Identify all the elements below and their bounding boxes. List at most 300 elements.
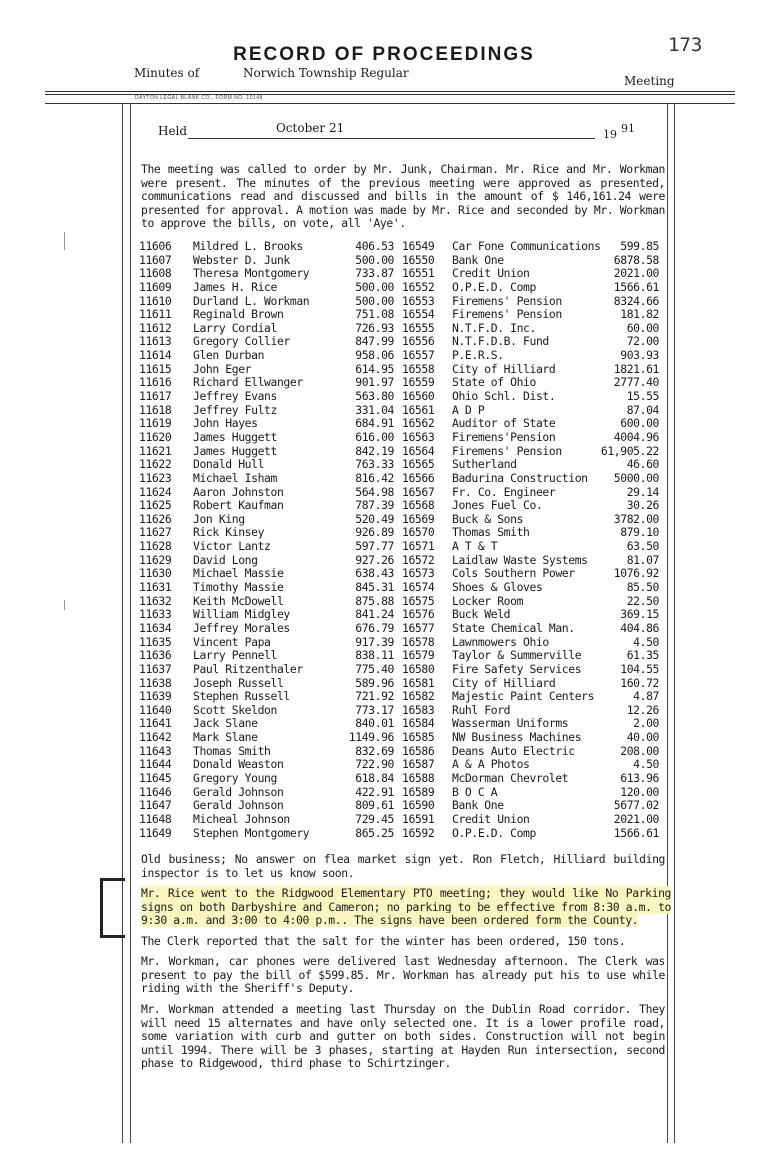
right-amount: 30.26 xyxy=(626,498,659,513)
right-payee: McDorman Chevrolet xyxy=(452,770,569,785)
left-check-number: 11613 xyxy=(139,334,172,349)
left-amount: 841.24 xyxy=(355,607,394,622)
left-payee: Gerald Johnson xyxy=(193,798,284,813)
right-payee: Car Fone Communications xyxy=(452,239,601,253)
right-amount: 72.00 xyxy=(626,334,659,349)
right-payee: State of Ohio xyxy=(452,375,536,390)
right-payee: Buck & Sons xyxy=(452,511,524,526)
bill-row xyxy=(139,254,659,268)
left-check-number: 11647 xyxy=(139,798,172,813)
left-payee: Vincent Papa xyxy=(193,634,271,649)
left-payee: John Eger xyxy=(193,361,252,376)
left-check-number: 11608 xyxy=(139,266,172,281)
left-check-number: 11641 xyxy=(139,716,172,731)
left-payee: James Huggett xyxy=(193,443,277,458)
right-payee: Cols Southern Power xyxy=(452,566,575,581)
right-check-number: 16558 xyxy=(402,361,435,376)
left-amount: 901.97 xyxy=(355,375,394,390)
left-check-number: 11642 xyxy=(139,730,172,745)
left-check-number: 11639 xyxy=(139,689,172,704)
left-amount: 618.84 xyxy=(355,770,394,785)
left-check-number: 11628 xyxy=(139,539,172,554)
left-check-number: 11607 xyxy=(139,252,172,267)
right-check-number: 16571 xyxy=(402,539,435,554)
right-check-number: 16557 xyxy=(402,348,435,363)
bill-row xyxy=(139,704,659,718)
left-payee: James Huggett xyxy=(193,429,277,444)
right-check-number: 16552 xyxy=(402,279,435,294)
left-amount: 638.43 xyxy=(355,566,394,581)
left-amount: 773.17 xyxy=(355,702,394,717)
left-payee: Donald Weaston xyxy=(193,757,284,772)
bill-row xyxy=(139,567,659,581)
right-amount: 5000.00 xyxy=(613,470,659,485)
left-amount: 564.98 xyxy=(355,484,394,499)
left-amount: 840.01 xyxy=(355,716,394,731)
bill-row xyxy=(139,295,659,309)
left-check-number: 11630 xyxy=(139,566,172,581)
right-payee: City of Hilliard xyxy=(452,675,556,690)
right-payee: P.E.R.S. xyxy=(452,348,504,363)
bill-row xyxy=(139,322,659,336)
bill-row xyxy=(139,240,659,254)
right-check-number: 16588 xyxy=(402,770,435,785)
right-payee: Firemens' Pension xyxy=(452,443,562,458)
right-check-number: 16573 xyxy=(402,566,435,581)
right-amount: 6878.58 xyxy=(613,252,659,267)
right-amount: 2021.00 xyxy=(613,266,659,281)
right-payee: Sutherland xyxy=(452,457,517,472)
right-check-number: 16570 xyxy=(402,525,435,540)
left-check-number: 11626 xyxy=(139,511,172,526)
left-amount: 832.69 xyxy=(355,743,394,758)
bill-row xyxy=(139,472,659,486)
right-check-number: 16551 xyxy=(402,266,435,281)
right-check-number: 16578 xyxy=(402,634,435,649)
left-payee: Jack Slane xyxy=(193,716,258,731)
right-margin-line-outer xyxy=(674,103,675,1143)
left-check-number: 11635 xyxy=(139,634,172,649)
left-payee: Mark Slane xyxy=(193,730,258,745)
right-check-number: 16565 xyxy=(402,457,435,472)
right-check-number: 16553 xyxy=(402,293,435,308)
left-check-number: 11649 xyxy=(139,825,172,840)
right-amount: 61.35 xyxy=(626,648,659,663)
left-check-number: 11621 xyxy=(139,443,172,458)
left-amount: 865.25 xyxy=(355,825,394,840)
left-amount: 775.40 xyxy=(355,661,394,676)
bill-row xyxy=(139,636,659,650)
left-payee: Gregory Young xyxy=(193,770,277,785)
bill-row xyxy=(139,363,659,377)
left-amount: 563.80 xyxy=(355,389,394,404)
left-payee: Gerald Johnson xyxy=(193,784,284,799)
bill-row xyxy=(139,404,659,418)
right-payee: Fire Safety Services xyxy=(452,661,582,676)
left-check-number: 11623 xyxy=(139,470,172,485)
right-check-number: 16592 xyxy=(402,825,435,840)
right-check-number: 16580 xyxy=(402,661,435,676)
right-amount: 5677.02 xyxy=(613,798,659,813)
left-check-number: 11644 xyxy=(139,757,172,772)
left-payee: Paul Ritzenthaler xyxy=(193,661,303,676)
left-check-number: 11618 xyxy=(139,402,172,417)
right-payee: Credit Union xyxy=(452,811,530,826)
right-check-number: 16577 xyxy=(402,620,435,635)
left-payee: Timothy Massie xyxy=(193,580,284,595)
held-underline xyxy=(188,138,595,139)
left-payee: Stephen Russell xyxy=(193,689,290,704)
right-check-number: 16582 xyxy=(402,689,435,704)
right-payee: Taylor & Summerville xyxy=(452,648,582,663)
right-payee: Laidlaw Waste Systems xyxy=(452,552,588,567)
page-title: RECORD OF PROCEEDINGS xyxy=(233,44,535,65)
left-payee: Stephen Montgomery xyxy=(193,825,310,840)
bill-row xyxy=(139,663,659,677)
bill-row xyxy=(139,499,659,513)
year-suffix: 91 xyxy=(621,122,635,135)
right-check-number: 16554 xyxy=(402,307,435,322)
right-check-number: 16572 xyxy=(402,552,435,567)
left-check-number: 11611 xyxy=(139,307,172,322)
right-amount: 104.55 xyxy=(620,661,659,676)
pto-note-paragraph xyxy=(141,887,671,928)
bill-row xyxy=(139,349,659,363)
left-payee: Jeffrey Evans xyxy=(193,389,277,404)
right-amount: 4004.96 xyxy=(613,429,659,444)
right-amount: 879.10 xyxy=(620,525,659,540)
bill-row xyxy=(139,431,659,445)
right-amount: 63.50 xyxy=(626,539,659,554)
dublin-road-paragraph: Mr. Workman attended a meeting last Thursday on the Dublin Road corridor. They will need 15 alternates and have only selected one. It is a lower profile road, some variation with curb and gutter on both sides. Construction will not begin until 1994. There will be 3 phases, starting at Hayden Run intersection, second phase to Ridgewood, third phase to Schirtzinger. xyxy=(141,1002,665,1071)
right-payee: Wasserman Uniforms xyxy=(452,716,569,731)
right-payee: Lawnmowers Ohio xyxy=(452,634,549,649)
bill-row xyxy=(139,677,659,691)
right-payee: N.T.F.D.B. Fund xyxy=(452,334,549,349)
right-check-number: 16561 xyxy=(402,402,435,417)
right-payee: Bank One xyxy=(452,798,504,813)
left-amount: 331.04 xyxy=(355,402,394,417)
right-check-number: 16581 xyxy=(402,675,435,690)
right-amount: 4.50 xyxy=(633,757,659,772)
left-check-number: 11627 xyxy=(139,525,172,540)
left-payee: Mildred L. Brooks xyxy=(193,239,303,253)
right-check-number: 16566 xyxy=(402,470,435,485)
margin-tick xyxy=(64,232,65,250)
right-amount: 85.50 xyxy=(626,580,659,595)
right-payee: Deans Auto Electric xyxy=(452,743,575,758)
bill-row xyxy=(139,786,659,800)
right-check-number: 16569 xyxy=(402,511,435,526)
left-check-number: 11606 xyxy=(139,239,172,253)
held-date: October 21 xyxy=(276,121,345,135)
left-amount: 809.61 xyxy=(355,798,394,813)
left-check-number: 11622 xyxy=(139,457,172,472)
left-amount: 927.26 xyxy=(355,552,394,567)
bill-row xyxy=(139,335,659,349)
right-amount: 599.85 xyxy=(620,239,659,253)
left-check-number: 11615 xyxy=(139,361,172,376)
left-check-number: 11646 xyxy=(139,784,172,799)
right-amount: 61,905.22 xyxy=(600,443,659,458)
right-payee: A D P xyxy=(452,402,485,417)
left-payee: Thomas Smith xyxy=(193,743,271,758)
bill-row xyxy=(139,745,659,759)
bill-row xyxy=(139,772,659,786)
right-check-number: 16564 xyxy=(402,443,435,458)
right-check-number: 16576 xyxy=(402,607,435,622)
bill-row xyxy=(139,458,659,472)
right-amount: 29.14 xyxy=(626,484,659,499)
salt-note-paragraph: The Clerk reported that the salt for the winter has been ordered, 150 tons. xyxy=(141,934,626,948)
car-phones-paragraph: Mr. Workman, car phones were delivered last Wednesday afternoon. The Clerk was present to pay the bill of $599.85. Mr. Workman has already put his to use while riding with the Sheriff's Deputy. xyxy=(141,954,665,996)
right-amount: 40.00 xyxy=(626,730,659,745)
left-amount: 616.00 xyxy=(355,429,394,444)
left-payee: David Long xyxy=(193,552,258,567)
left-margin-line xyxy=(122,103,123,1143)
left-amount: 684.91 xyxy=(355,416,394,431)
left-check-number: 11636 xyxy=(139,648,172,663)
right-amount: 4.50 xyxy=(633,634,659,649)
bill-row xyxy=(139,758,659,772)
bill-row xyxy=(139,281,659,295)
right-payee: Firemens'Pension xyxy=(452,429,556,444)
left-amount: 733.87 xyxy=(355,266,394,281)
left-check-number: 11624 xyxy=(139,484,172,499)
left-check-number: 11638 xyxy=(139,675,172,690)
right-check-number: 16584 xyxy=(402,716,435,731)
right-amount: 87.04 xyxy=(626,402,659,417)
right-payee: Firemens' Pension xyxy=(452,307,562,322)
right-check-number: 16568 xyxy=(402,498,435,513)
margin-bracket-mark xyxy=(100,878,125,938)
right-check-number: 16585 xyxy=(402,730,435,745)
right-payee: Bank One xyxy=(452,252,504,267)
bill-row xyxy=(139,417,659,431)
bill-row xyxy=(139,622,659,636)
left-payee: Micheal Johnson xyxy=(193,811,290,826)
bill-row xyxy=(139,390,659,404)
bill-row xyxy=(139,608,659,622)
right-amount: 600.00 xyxy=(620,416,659,431)
right-payee: Firemens' Pension xyxy=(452,293,562,308)
intro-paragraph: The meeting was called to order by Mr. Junk, Chairman. Mr. Rice and Mr. Workman were present. The minutes of the previous meeting were approved as presented, communications read and discussed and bills in the amount of $ 146,161.24 were presented for approval. A motion was made by Mr. Rice and seconded by Mr. Workman to approve the bills, on vote, all 'Aye'. xyxy=(141,162,665,231)
pto-note-highlight: Mr. Rice went to the Ridgwood Elementary PTO meeting; they would like No Parking signs on both Darbyshire and Cameron; no parking to be effective from 8:30 a.m. to 9:30 a.m. and 3:00 to 4:00 p.m.. The signs have been ordered form the County. xyxy=(141,886,671,928)
right-amount: 404.86 xyxy=(620,620,659,635)
left-payee: Larry Cordial xyxy=(193,320,277,335)
right-amount: 1821.61 xyxy=(613,361,659,376)
right-amount: 160.72 xyxy=(620,675,659,690)
left-payee: Richard Ellwanger xyxy=(193,375,303,390)
year-prefix: 19 xyxy=(603,128,617,141)
right-check-number: 16556 xyxy=(402,334,435,349)
left-amount: 958.06 xyxy=(355,348,394,363)
left-payee: Donald Hull xyxy=(193,457,265,472)
left-amount: 875.88 xyxy=(355,593,394,608)
left-amount: 500.00 xyxy=(355,293,394,308)
left-check-number: 11634 xyxy=(139,620,172,635)
right-amount: 369.15 xyxy=(620,607,659,622)
left-payee: Robert Kaufman xyxy=(193,498,284,513)
right-payee: City of Hilliard xyxy=(452,361,556,376)
right-amount: 181.82 xyxy=(620,307,659,322)
left-check-number: 11620 xyxy=(139,429,172,444)
right-amount: 1566.61 xyxy=(613,825,659,840)
left-margin-line-inner xyxy=(130,103,131,1143)
right-payee: A & A Photos xyxy=(452,757,530,772)
left-check-number: 11617 xyxy=(139,389,172,404)
body-name: Norwich Township Regular xyxy=(243,66,409,80)
bill-row xyxy=(139,513,659,527)
right-amount: 613.96 xyxy=(620,770,659,785)
left-payee: Reginald Brown xyxy=(193,307,284,322)
right-amount: 46.60 xyxy=(626,457,659,472)
left-payee: Jeffrey Morales xyxy=(193,620,290,635)
left-amount: 406.53 xyxy=(355,239,394,253)
bill-row xyxy=(139,308,659,322)
right-payee: NW Business Machines xyxy=(452,730,582,745)
left-payee: Victor Lantz xyxy=(193,539,271,554)
bill-row xyxy=(139,445,659,459)
right-check-number: 16562 xyxy=(402,416,435,431)
right-amount: 2.00 xyxy=(633,716,659,731)
bill-row xyxy=(139,717,659,731)
left-payee: Webster D. Junk xyxy=(193,252,290,267)
left-amount: 676.79 xyxy=(355,620,394,635)
meeting-label: Meeting xyxy=(624,74,675,88)
left-payee: William Midgley xyxy=(193,607,290,622)
left-amount: 614.95 xyxy=(355,361,394,376)
left-payee: Jeffrey Fultz xyxy=(193,402,277,417)
left-check-number: 11616 xyxy=(139,375,172,390)
bill-row xyxy=(139,540,659,554)
right-amount: 22.50 xyxy=(626,593,659,608)
left-amount: 917.39 xyxy=(355,634,394,649)
right-payee: B O C A xyxy=(452,784,498,799)
right-amount: 903.93 xyxy=(620,348,659,363)
left-check-number: 11643 xyxy=(139,743,172,758)
right-amount: 2777.40 xyxy=(613,375,659,390)
right-payee: N.T.F.D. Inc. xyxy=(452,320,536,335)
held-label: Held xyxy=(158,124,188,138)
right-check-number: 16583 xyxy=(402,702,435,717)
right-payee: Ruhl Ford xyxy=(452,702,511,717)
left-amount: 816.42 xyxy=(355,470,394,485)
left-payee: Michael Isham xyxy=(193,470,277,485)
left-payee: Keith McDowell xyxy=(193,593,284,608)
bill-row xyxy=(139,690,659,704)
left-amount: 787.39 xyxy=(355,498,394,513)
right-amount: 15.55 xyxy=(626,389,659,404)
form-tag: DAYTON LEGAL BLANK CO., FORM NO. 10148 xyxy=(135,95,263,101)
bill-row xyxy=(139,595,659,609)
bill-row xyxy=(139,827,659,841)
right-check-number: 16587 xyxy=(402,757,435,772)
right-amount: 8324.66 xyxy=(613,293,659,308)
right-payee: Badurina Construction xyxy=(452,470,588,485)
bill-row xyxy=(139,526,659,540)
old-business-paragraph: Old business; No answer on flea market sign yet. Ron Fletch, Hilliard building inspector is to let us know soon. xyxy=(141,852,665,880)
right-amount: 81.07 xyxy=(626,552,659,567)
left-amount: 721.92 xyxy=(355,689,394,704)
right-check-number: 16589 xyxy=(402,784,435,799)
bill-row xyxy=(139,813,659,827)
right-margin-line xyxy=(667,103,668,1143)
right-check-number: 16549 xyxy=(402,239,435,253)
right-check-number: 16590 xyxy=(402,798,435,813)
left-check-number: 11633 xyxy=(139,607,172,622)
right-amount: 3782.00 xyxy=(613,511,659,526)
left-payee: Jon King xyxy=(193,511,245,526)
bill-row xyxy=(139,554,659,568)
left-payee: Durland L. Workman xyxy=(193,293,310,308)
left-check-number: 11614 xyxy=(139,348,172,363)
left-amount: 520.49 xyxy=(355,511,394,526)
right-payee: Majestic Paint Centers xyxy=(452,689,595,704)
bill-row xyxy=(139,731,659,745)
minutes-of-label: Minutes of xyxy=(134,66,200,80)
right-check-number: 16574 xyxy=(402,580,435,595)
right-payee: Fr. Co. Engineer xyxy=(452,484,556,499)
right-payee: Locker Room xyxy=(452,593,524,608)
left-check-number: 11640 xyxy=(139,702,172,717)
bill-row xyxy=(139,486,659,500)
left-check-number: 11629 xyxy=(139,552,172,567)
left-check-number: 11631 xyxy=(139,580,172,595)
left-check-number: 11637 xyxy=(139,661,172,676)
left-amount: 845.31 xyxy=(355,580,394,595)
right-check-number: 16567 xyxy=(402,484,435,499)
left-payee: Scott Skeldon xyxy=(193,702,277,717)
header-rule-bottom xyxy=(45,103,735,104)
left-amount: 422.91 xyxy=(355,784,394,799)
right-check-number: 16586 xyxy=(402,743,435,758)
left-amount: 751.08 xyxy=(355,307,394,322)
left-check-number: 11609 xyxy=(139,279,172,294)
right-check-number: 16563 xyxy=(402,429,435,444)
margin-tick-lower xyxy=(64,600,65,610)
bill-row xyxy=(139,376,659,390)
left-amount: 597.77 xyxy=(355,539,394,554)
left-amount: 763.33 xyxy=(355,457,394,472)
left-check-number: 11619 xyxy=(139,416,172,431)
left-amount: 838.11 xyxy=(355,648,394,663)
bill-row xyxy=(139,799,659,813)
left-amount: 726.93 xyxy=(355,320,394,335)
right-amount: 1076.92 xyxy=(613,566,659,581)
bill-row xyxy=(139,581,659,595)
left-amount: 722.90 xyxy=(355,757,394,772)
right-payee: O.P.E.D. Comp xyxy=(452,825,536,840)
right-payee: Thomas Smith xyxy=(452,525,530,540)
right-check-number: 16550 xyxy=(402,252,435,267)
right-payee: State Chemical Man. xyxy=(452,620,575,635)
left-check-number: 11645 xyxy=(139,770,172,785)
right-amount: 120.00 xyxy=(620,784,659,799)
left-amount: 729.45 xyxy=(355,811,394,826)
right-check-number: 16560 xyxy=(402,389,435,404)
left-check-number: 11612 xyxy=(139,320,172,335)
right-payee: Buck Weld xyxy=(452,607,511,622)
right-payee: Auditor of State xyxy=(452,416,556,431)
right-amount: 12.26 xyxy=(626,702,659,717)
right-amount: 60.00 xyxy=(626,320,659,335)
left-amount: 1149.96 xyxy=(348,730,394,745)
page-number: 173 xyxy=(668,34,703,56)
left-payee: Larry Pennell xyxy=(193,648,277,663)
bill-row xyxy=(139,649,659,663)
right-payee: O.P.E.D. Comp xyxy=(452,279,536,294)
